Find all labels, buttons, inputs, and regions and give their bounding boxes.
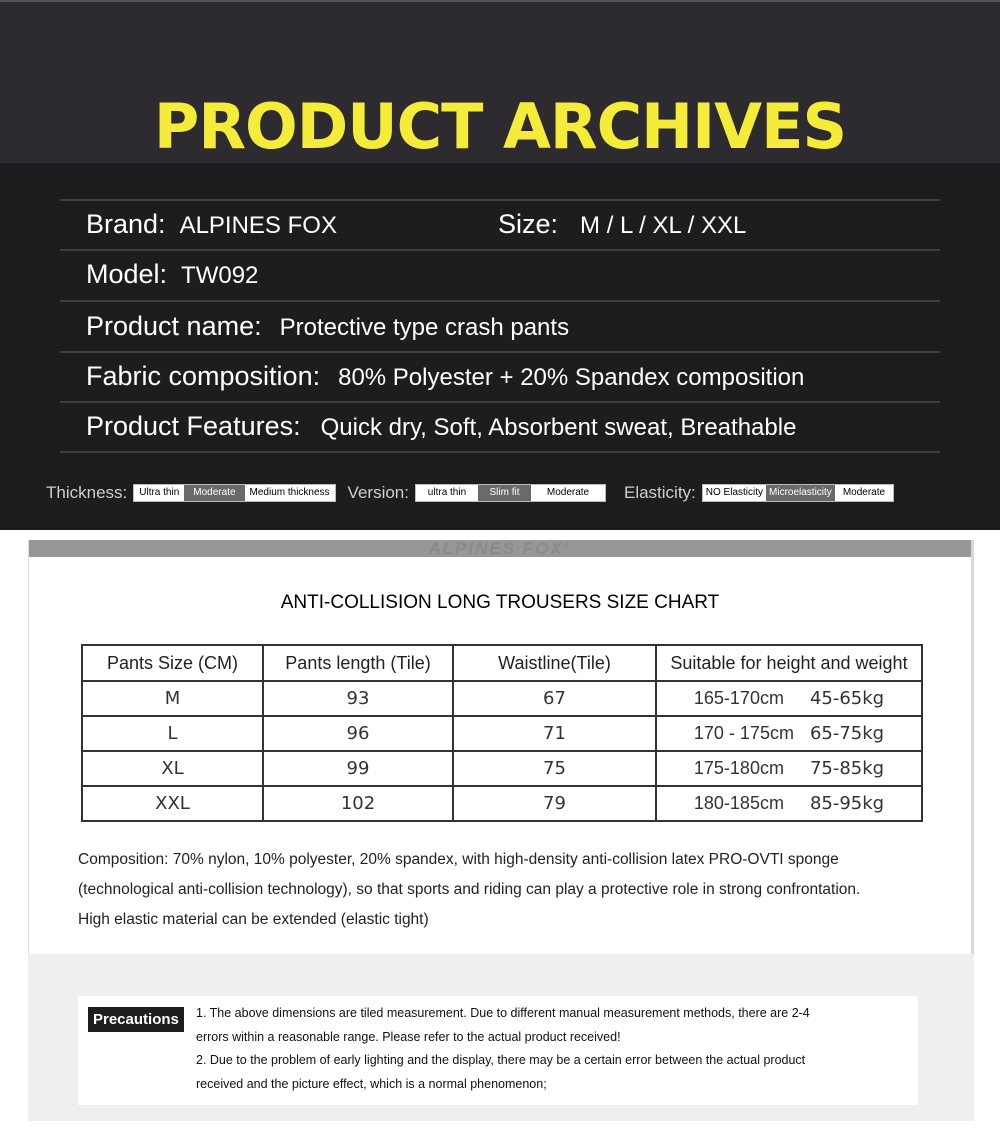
precautions-text: 1. The above dimensions are tiled measurement. Due to different manual measurement methods, there are 2-4 errors within a reasonable range. Please refer to the actual product received! 2. Due to the problem of early lighting and the display, there may be a certain error between the actual product received and the picture effect, which is a normal phenomenon;	[196, 1006, 810, 1091]
spec-size	[498, 209, 746, 240]
divider	[60, 451, 940, 453]
divider	[60, 199, 940, 201]
waist-cell: 79	[453, 786, 656, 821]
thickness-option-ultra-thin: Ultra thin	[134, 485, 184, 501]
column-header-waist: Waistline(Tile)	[453, 645, 656, 681]
weight-range: 85-95kg	[809, 793, 885, 814]
brand-label: Brand:	[86, 209, 166, 239]
elasticity-label: Elasticity:	[623, 483, 696, 502]
fit-cell	[656, 751, 922, 786]
elasticity-option-micro: Microelasticity	[766, 485, 835, 501]
weight-range: 75-85kg	[809, 758, 885, 779]
brand-band	[29, 540, 971, 557]
weight-range: 65-75kg	[809, 723, 885, 744]
version-option-moderate: Moderate	[531, 485, 605, 501]
divider	[60, 300, 940, 302]
fit-cell	[656, 681, 922, 716]
version-scale	[415, 484, 606, 502]
waist-cell: 71	[453, 716, 656, 751]
version-option-slim-fit: Slim fit	[478, 485, 531, 501]
hero-banner	[0, 0, 1000, 163]
column-header-size: Pants Size (CM)	[82, 645, 263, 681]
divider	[60, 351, 940, 353]
fabric-value: 80% Polyester + 20% Spandex composition	[338, 364, 805, 391]
size-label: Size:	[498, 209, 559, 239]
height-range: 170 - 175cm	[693, 723, 794, 743]
size-cell: XL	[82, 751, 263, 786]
precautions-section	[28, 954, 974, 1121]
model-label: Model:	[86, 259, 168, 289]
spec-fabric	[86, 361, 804, 392]
size-table	[81, 644, 923, 822]
spec-model	[86, 259, 258, 290]
weight-range: 45-65kg	[809, 688, 885, 709]
version-label: Version:	[347, 483, 409, 502]
size-cell: L	[82, 716, 263, 751]
divider	[60, 249, 940, 251]
table-row	[82, 716, 922, 751]
elasticity-option-none: NO Elasticity	[703, 485, 766, 501]
height-range: 165-170cm	[693, 688, 784, 708]
size-cell: XXL	[82, 786, 263, 821]
size-cell: M	[82, 681, 263, 716]
product-specs	[0, 163, 1000, 530]
waist-cell: 67	[453, 681, 656, 716]
fit-cell	[656, 786, 922, 821]
length-cell: 102	[263, 786, 453, 821]
height-range: 180-185cm	[693, 793, 784, 813]
column-header-length: Pants length (Tile)	[263, 645, 453, 681]
brand-watermark: ALPINES FOX®	[428, 539, 572, 558]
size-value: M / L / XL / XXL	[580, 212, 747, 239]
size-chart-title: ANTI-COLLISION LONG TROUSERS SIZE CHART	[280, 592, 720, 613]
product-name-label: Product name:	[86, 311, 262, 341]
spec-features	[86, 411, 796, 442]
thickness-option-moderate: Moderate	[184, 485, 244, 501]
size-chart-card	[28, 540, 974, 954]
product-name-value: Protective type crash pants	[279, 314, 570, 341]
thickness-option-medium: Medium thickness	[245, 485, 335, 501]
height-range: 175-180cm	[693, 758, 784, 778]
fit-cell	[656, 716, 922, 751]
composition-text: Composition: 70% nylon, 10% polyester, 20% spandex, with high-density anti-collision latex PRO-OVTI sponge (technological anti-collision technology), so that sports and riding can play a protective role in strong confrontation. High elastic material can be extended (elastic tight)	[78, 851, 861, 928]
table-row	[82, 681, 922, 716]
attribute-bar	[46, 483, 906, 503]
page-title: PRODUCT ARCHIVES	[153, 90, 847, 163]
elasticity-scale	[702, 484, 894, 502]
spec-brand	[86, 209, 337, 240]
fabric-label: Fabric composition:	[86, 361, 321, 391]
thickness-label: Thickness:	[46, 483, 128, 502]
divider	[60, 401, 940, 403]
features-value: Quick dry, Soft, Absorbent sweat, Breathable	[320, 414, 797, 441]
spec-product-name	[86, 311, 569, 342]
thickness-scale	[133, 484, 335, 502]
waist-cell: 75	[453, 751, 656, 786]
brand-value: ALPINES FOX	[179, 212, 337, 239]
version-option-ultra-thin: ultra thin	[416, 485, 478, 501]
length-cell: 99	[263, 751, 453, 786]
elasticity-option-moderate: Moderate	[835, 485, 893, 501]
length-cell: 96	[263, 716, 453, 751]
table-header-row	[82, 645, 922, 681]
features-label: Product Features:	[86, 411, 301, 441]
precautions-tag: Precautions	[88, 1007, 184, 1032]
table-row	[82, 786, 922, 821]
column-header-fit: Suitable for height and weight	[656, 645, 922, 681]
precautions-box	[78, 996, 918, 1105]
length-cell: 93	[263, 681, 453, 716]
table-row	[82, 751, 922, 786]
model-value: TW092	[181, 262, 259, 289]
